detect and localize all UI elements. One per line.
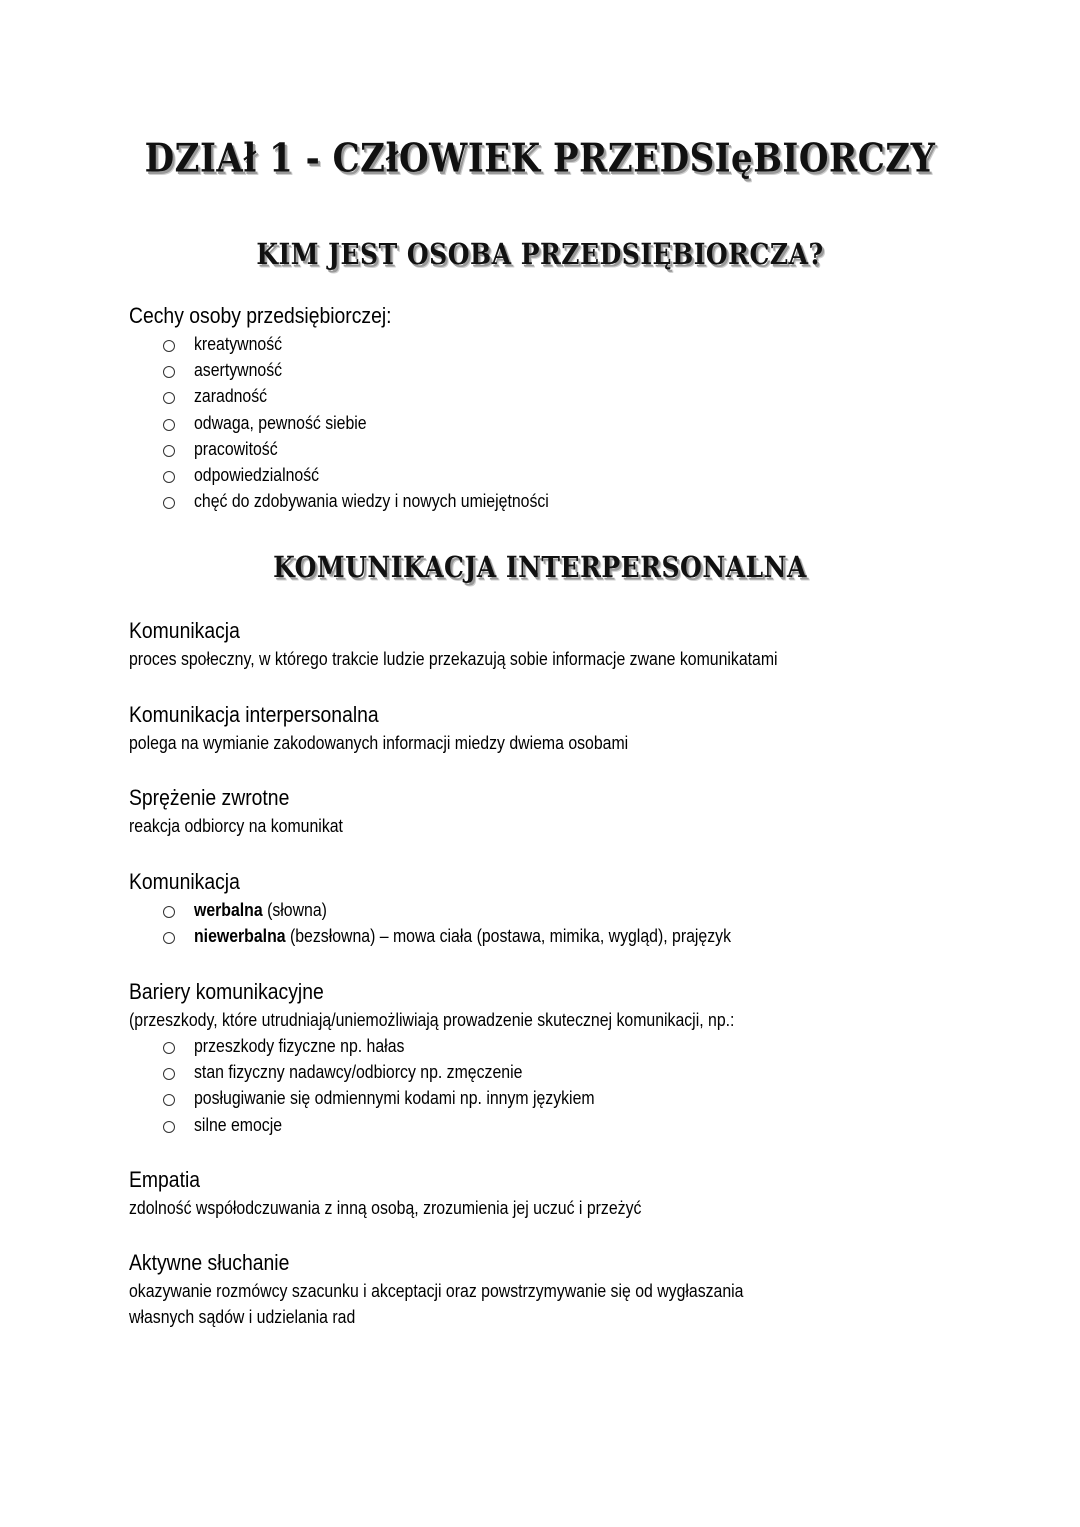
circle-bullet-icon [163, 1121, 175, 1133]
term-feedback: Sprężenie zwrotne [129, 785, 290, 810]
list-item-text: odpowiedzialność [194, 464, 320, 485]
list-item-text: stan fizyczny nadawcy/odbiorcy np. zmęczenie [194, 1062, 523, 1083]
list-item-text: kreatywność [194, 334, 283, 354]
term-communication: Komunikacja [129, 618, 240, 643]
list-item-text: odwaga, pewność siebie [194, 412, 367, 433]
definition-active-listening-line-2: własnych sądów i udzielania rad [129, 1307, 356, 1327]
circle-bullet-icon [163, 392, 175, 404]
document-title: DZIAł 1 - CZłOWIEK PRZEDSIęBIORCZY [144, 136, 936, 182]
list-item-text: przeszkody fizyczne np. hałas [194, 1036, 405, 1056]
circle-bullet-icon [163, 366, 175, 378]
definition-feedback: reakcja odbiorcy na komunikat [129, 816, 343, 836]
definition-communication: proces społeczny, w którego trakcie ludzie przekazują sobie informacje zwane komunikatami [129, 649, 778, 669]
term-interpersonal-communication: Komunikacja interpersonalna [129, 702, 379, 727]
list-item-text: zaradność [194, 386, 268, 407]
circle-bullet-icon [163, 1094, 175, 1106]
definition-communication-barriers: (przeszkody, które utrudniają/uniemożliwiają prowadzenie skutecznej komunikacji, np.: [129, 1010, 735, 1030]
list-item-text: posługiwanie się odmiennymi kodami np. innym językiem [194, 1088, 595, 1109]
definition-empathy: zdolność współodczuwania z inną osobą, zrozumienia jej uczuć i przeżyć [129, 1198, 642, 1218]
term-empathy: Empatia [129, 1167, 201, 1192]
traits-intro: Cechy osoby przedsiębiorczej: [129, 303, 392, 328]
circle-bullet-icon [163, 1068, 175, 1080]
list-item-text: werbalna (słowna) [194, 900, 327, 920]
circle-bullet-icon [163, 906, 175, 918]
circle-bullet-icon [163, 471, 175, 483]
term-communication-barriers: Bariery komunikacyjne [129, 979, 324, 1004]
term-communication-types: Komunikacja [129, 869, 240, 894]
definition-active-listening-line-1: okazywanie rozmówcy szacunku i akceptacji oraz powstrzymywanie się od wygłaszania [129, 1281, 744, 1301]
term-active-listening: Aktywne słuchanie [129, 1250, 290, 1275]
circle-bullet-icon [163, 419, 175, 431]
section-heading-communication: KOMUNIKACJA INTERPERSONALNA [273, 550, 807, 585]
circle-bullet-icon [163, 445, 175, 457]
list-item-text: asertywność [194, 360, 283, 381]
definition-interpersonal-communication: polega na wymianie zakodowanych informacji miedzy dwiema osobami [129, 733, 629, 753]
circle-bullet-icon [163, 1042, 175, 1054]
list-item-text: silne emocje [194, 1114, 283, 1135]
circle-bullet-icon [163, 497, 175, 509]
list-item-text: chęć do zdobywania wiedzy i nowych umiejętności [194, 491, 549, 512]
circle-bullet-icon [163, 932, 175, 944]
list-item-text: pracowitość [194, 438, 278, 459]
circle-bullet-icon [163, 340, 175, 352]
list-item-text: niewerbalna (bezsłowna) – mowa ciała (postawa, mimika, wygląd), prajęzyk [194, 926, 732, 947]
section-heading-entrepreneur: KIM JEST OSOBA PRZEDSIĘBIORCZA? [256, 237, 824, 272]
